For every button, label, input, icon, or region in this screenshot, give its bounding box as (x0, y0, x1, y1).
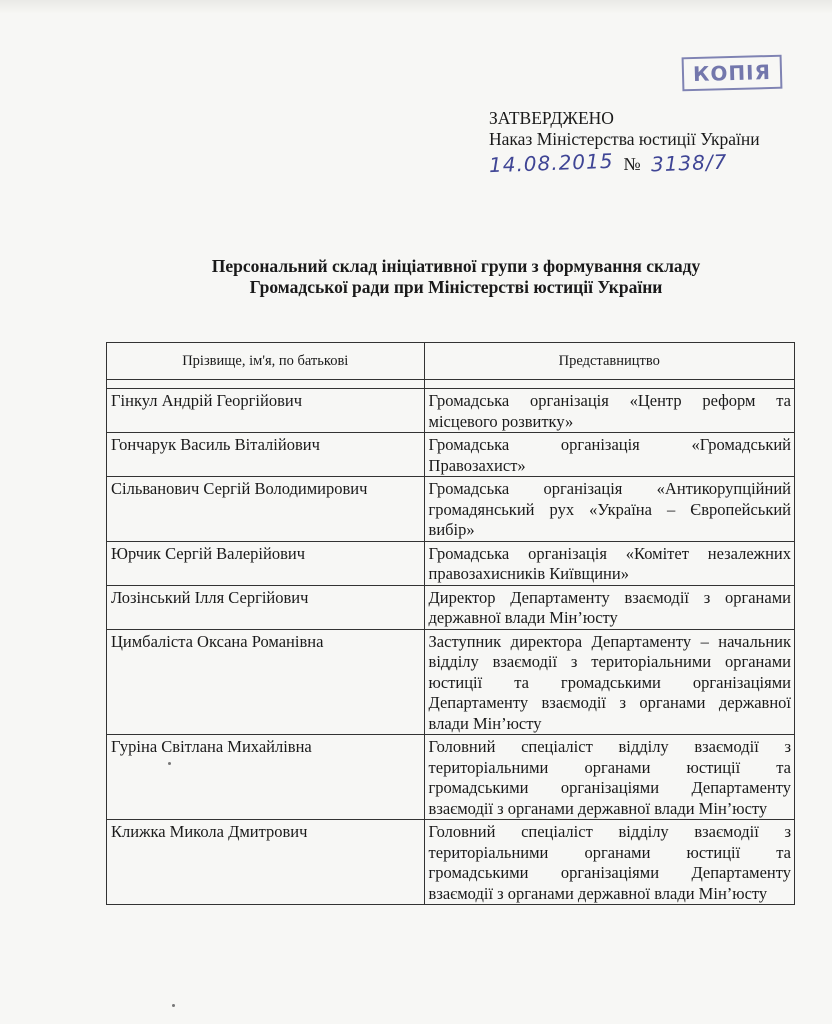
copy-stamp: КОПІЯ (682, 55, 783, 92)
table-spacer-row (107, 380, 795, 389)
title-line-1: Персональний склад ініціативної групи з формування складу (211, 256, 701, 276)
scan-speck (168, 762, 171, 765)
member-representation: Головний спеціаліст відділу взаємодії з територіальними органами юстиції та громадськими організаціями Департаменту взаємодії з органами державної влади Мін’юсту (424, 735, 794, 820)
column-header-name: Прізвище, ім'я, по батькові (107, 343, 425, 380)
table-row (107, 433, 795, 477)
approval-order: Наказ Міністерства юстиції України (489, 129, 760, 149)
table-row (107, 735, 795, 820)
approval-date-line (488, 148, 760, 178)
approval-status: ЗАТВЕРДЖЕНО (489, 108, 614, 128)
column-header-representation: Представництво (424, 343, 794, 380)
page-top-edge (0, 0, 832, 14)
table-row (107, 585, 795, 629)
table-row (107, 389, 795, 433)
approval-block (488, 108, 760, 178)
member-representation: Заступник директора Департаменту – начальник відділу взаємодії з територіальними органами юстиції та громадськими організаціями Департаменту взаємодії з органами державної влади Мін’юсту (424, 629, 794, 735)
member-representation: Громадська організація «Комітет незалежних правозахисників Київщини» (424, 541, 794, 585)
member-name: Клижка Микола Дмитрович (107, 820, 425, 905)
table-header-row (107, 343, 795, 380)
title-line-2: Громадської ради при Міністерстві юстиції України (249, 277, 663, 297)
member-representation: Громадська організація «Центр реформ та місцевого розвитку» (424, 389, 794, 433)
table-row (107, 820, 795, 905)
member-name: Гінкул Андрій Георгійович (107, 389, 425, 433)
member-name: Гуріна Світлана Михайлівна (107, 735, 425, 820)
member-name: Сільванович Сергій Володимирович (107, 477, 425, 542)
table-row (107, 541, 795, 585)
member-representation: Головний спеціаліст відділу взаємодії з територіальними органами юстиції та громадськими організаціями Департаменту взаємодії з органами державної влади Мін’юсту (424, 820, 794, 905)
member-representation: Громадська організація «Антикорупційний громадянський рух «Україна – Європейський вибір» (424, 477, 794, 542)
member-name: Лозінський Ілля Сергійович (107, 585, 425, 629)
members-table (106, 342, 795, 905)
member-representation: Громадська організація «Громадський Правозахист» (424, 433, 794, 477)
member-name: Цимбаліста Оксана Романівна (107, 629, 425, 735)
member-name: Гончарук Василь Віталійович (107, 433, 425, 477)
handwritten-date: 14.08.2015 (488, 148, 614, 178)
handwritten-order-number: 3138/7 (650, 149, 728, 177)
member-representation: Директор Департаменту взаємодії з органами державної влади Мін’юсту (424, 585, 794, 629)
member-name: Юрчик Сергій Валерійович (107, 541, 425, 585)
scan-speck (172, 1004, 175, 1007)
number-sign: № (623, 154, 641, 174)
table-row (107, 629, 795, 735)
document-title (120, 256, 792, 298)
table-row (107, 477, 795, 542)
